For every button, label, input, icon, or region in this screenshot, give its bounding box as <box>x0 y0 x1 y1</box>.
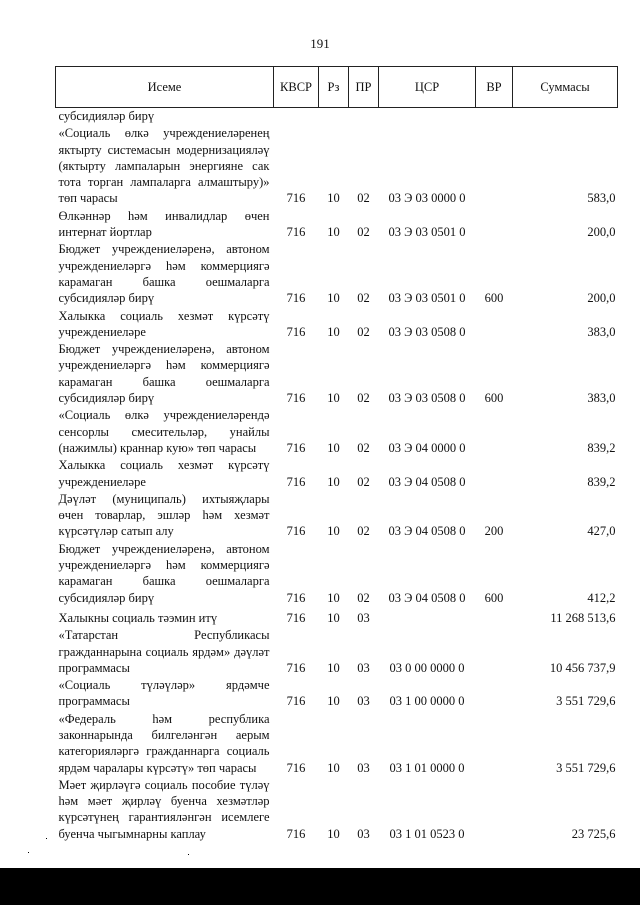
header-kvsr: КВСР <box>274 67 319 108</box>
cell-vr <box>476 457 513 491</box>
cell-vr: 600 <box>484 391 504 406</box>
table-row <box>56 457 618 491</box>
budget-table <box>55 66 618 843</box>
cell-kvsr: 716 <box>286 391 306 406</box>
cell-rz: 10 <box>327 324 340 339</box>
cell-pr: 02 <box>357 391 370 406</box>
cell-sum: 412,2 <box>587 590 616 605</box>
cell-sum: 383,0 <box>587 324 616 339</box>
cell-pr: 03 <box>357 610 370 625</box>
cell-csr: 03 Э 03 0000 0 <box>388 191 466 206</box>
cell-csr: 03 1 01 0000 0 <box>389 760 465 775</box>
cell-csr: 03 Э 03 0501 0 <box>388 225 466 240</box>
cell-rz: 10 <box>327 225 340 240</box>
cell-kvsr: 716 <box>286 590 306 605</box>
cell-vr: 600 <box>484 590 504 605</box>
cell-rz: 10 <box>327 524 340 539</box>
cell-kvsr: 716 <box>286 440 306 455</box>
scan-speck <box>46 838 47 839</box>
cell-rz: 10 <box>327 590 340 605</box>
cell-vr <box>476 777 513 843</box>
cell-rz <box>319 108 349 126</box>
cell-sum: 427,0 <box>587 524 616 539</box>
cell-pr: 02 <box>357 524 370 539</box>
cell-csr: 03 Э 04 0508 0 <box>388 590 466 605</box>
cell-kvsr: 716 <box>286 291 306 306</box>
cell-kvsr: 716 <box>286 610 306 625</box>
header-pr: ПР <box>349 67 379 108</box>
cell-pr: 03 <box>357 694 370 709</box>
cell-name: Бюджет учреждениеләренә, автоном учреждениеләргә һәм коммерциягә карамаган башка оешмаларга субсидияләр бирү <box>58 242 270 306</box>
cell-name: «Социаль өлкә учреждениеләренең яктырту системасын модернизацияләү (яктырту лампаларын энергияне сак тота торган лампаларга алмаштыру)» төп чарасы <box>58 126 270 206</box>
table-body <box>56 108 618 844</box>
cell-csr: 03 Э 03 0501 0 <box>388 291 466 306</box>
cell-vr <box>476 407 513 457</box>
cell-sum: 11 268 513,6 <box>550 610 616 625</box>
cell-vr <box>476 108 513 126</box>
cell-vr <box>476 308 513 342</box>
cell-sum <box>513 108 618 126</box>
cell-name: Бюджет учреждениеләренә, автоном учреждениеләргә һәм коммерциягә карамаган башка оешмаларга субсидияләр бирү <box>58 342 270 406</box>
header-sum: Суммасы <box>513 67 618 108</box>
cell-pr <box>349 108 379 126</box>
cell-name: «Федераль һәм республика законнарында билгеләнгән аерым категорияләргә гражданнарга социаль ярдәм чаралары күрсәтү» төп чарасы <box>58 711 270 775</box>
cell-name: Өлкәннәр һәм инвалидлар өчен интернат йортлар <box>58 208 270 240</box>
cell-pr: 02 <box>357 440 370 455</box>
cell-sum: 200,0 <box>587 291 616 306</box>
header-rz: Рз <box>319 67 349 108</box>
cell-sum: 200,0 <box>587 225 616 240</box>
cell-sum: 3 551 729,6 <box>556 694 616 709</box>
cell-name: «Социаль түләүләр» ярдәмче программасы <box>58 678 270 709</box>
cell-csr <box>379 607 476 627</box>
cell-kvsr: 716 <box>286 191 306 206</box>
cell-csr: 03 Э 03 0508 0 <box>388 391 466 406</box>
table-row <box>56 407 618 457</box>
cell-pr: 02 <box>357 590 370 605</box>
cell-kvsr: 716 <box>286 225 306 240</box>
cell-kvsr: 716 <box>286 474 306 489</box>
header-csr: ЦСР <box>379 67 476 108</box>
scan-speck <box>188 854 189 855</box>
cell-pr: 02 <box>357 474 370 489</box>
cell-name: «Социаль өлкә учреждениеләрендә сенсорлы смесительләр, унайлы (нажимлы) краннар кую» төп чарасы <box>58 408 270 455</box>
cell-kvsr: 716 <box>286 324 306 339</box>
cell-vr <box>476 677 513 711</box>
cell-csr: 03 Э 04 0000 0 <box>388 440 466 455</box>
table-row <box>56 208 618 242</box>
cell-vr <box>476 208 513 242</box>
cell-csr: 03 0 00 0000 0 <box>389 660 465 675</box>
table-header-row <box>56 67 618 108</box>
cell-vr <box>476 627 513 677</box>
table-row <box>56 607 618 627</box>
cell-rz: 10 <box>327 660 340 675</box>
cell-rz: 10 <box>327 474 340 489</box>
cell-rz: 10 <box>327 610 340 625</box>
cell-vr <box>476 711 513 777</box>
cell-csr: 03 1 00 0000 0 <box>389 694 465 709</box>
table-row <box>56 308 618 342</box>
cell-pr: 02 <box>357 291 370 306</box>
table-row <box>56 677 618 711</box>
cell-kvsr: 716 <box>286 524 306 539</box>
cell-rz: 10 <box>327 694 340 709</box>
header-name: Исеме <box>56 67 274 108</box>
cell-rz: 10 <box>327 826 340 841</box>
cell-rz: 10 <box>327 391 340 406</box>
cell-name: Бюджет учреждениеләренә, автоном учреждениеләргә һәм коммерциягә карамаган башка оешмаларга субсидияләр бирү <box>58 541 270 605</box>
cell-rz: 10 <box>327 440 340 455</box>
table-row <box>56 711 618 777</box>
cell-kvsr: 716 <box>286 660 306 675</box>
cell-csr: 03 Э 04 0508 0 <box>388 474 466 489</box>
cell-pr: 02 <box>357 191 370 206</box>
cell-name: «Татарстан Республикасы гражданнарына социаль ярдәм» дәүләт программасы <box>58 628 270 675</box>
cell-sum: 3 551 729,6 <box>556 760 616 775</box>
cell-name: Халыкны социаль тәэмин итү <box>58 610 218 625</box>
cell-pr: 03 <box>357 660 370 675</box>
table-row <box>56 125 618 207</box>
cell-csr: 03 Э 04 0508 0 <box>388 524 466 539</box>
cell-kvsr <box>274 108 319 126</box>
cell-rz: 10 <box>327 191 340 206</box>
cell-name: Халыкка социаль хезмәт күрсәтү учреждениеләре <box>58 308 270 339</box>
cell-sum: 23 725,6 <box>571 826 616 841</box>
cell-name: субсидияләр бирү <box>58 109 155 123</box>
cell-rz: 10 <box>327 291 340 306</box>
table-row <box>56 108 618 126</box>
cell-pr: 02 <box>357 324 370 339</box>
table-row <box>56 541 618 607</box>
header-vr: ВР <box>476 67 513 108</box>
table-row <box>56 627 618 677</box>
cell-sum: 10 456 737,9 <box>549 660 616 675</box>
cell-vr: 200 <box>484 524 504 539</box>
cell-name: Мәет җирләүгә социаль пособие түләү һәм мәет җирләү буенча хезмәтләр күрсәтүнең гарантияләнгән исемлеге буенча чыгымнарны каплау <box>58 777 270 841</box>
cell-vr <box>476 607 513 627</box>
cell-pr: 02 <box>357 225 370 240</box>
cell-csr: 03 1 01 0523 0 <box>389 826 465 841</box>
cell-sum: 583,0 <box>587 191 616 206</box>
cell-vr: 600 <box>484 291 504 306</box>
cell-pr: 03 <box>357 760 370 775</box>
cell-kvsr: 716 <box>286 826 306 841</box>
cell-csr <box>379 108 476 126</box>
cell-vr <box>476 125 513 207</box>
cell-kvsr: 716 <box>286 760 306 775</box>
cell-sum: 839,2 <box>587 440 616 455</box>
table-row <box>56 777 618 843</box>
scan-speck <box>28 852 29 853</box>
cell-sum: 383,0 <box>587 391 616 406</box>
cell-name: Дәүләт (муниципаль) ихтыяҗлары өчен товарлар, эшләр һәм хезмәт күрсәтүләр сатып алу <box>58 491 270 539</box>
table-row <box>56 491 618 541</box>
cell-name: Халыкка социаль хезмәт күрсәтү учреждениеләре <box>58 458 270 489</box>
page-number: 191 <box>310 36 330 51</box>
cell-pr: 03 <box>357 826 370 841</box>
scan-border-bar <box>0 868 640 905</box>
table-row <box>56 241 618 307</box>
cell-rz: 10 <box>327 760 340 775</box>
cell-sum: 839,2 <box>587 474 616 489</box>
cell-kvsr: 716 <box>286 694 306 709</box>
table-row <box>56 341 618 407</box>
cell-csr: 03 Э 03 0508 0 <box>388 324 466 339</box>
